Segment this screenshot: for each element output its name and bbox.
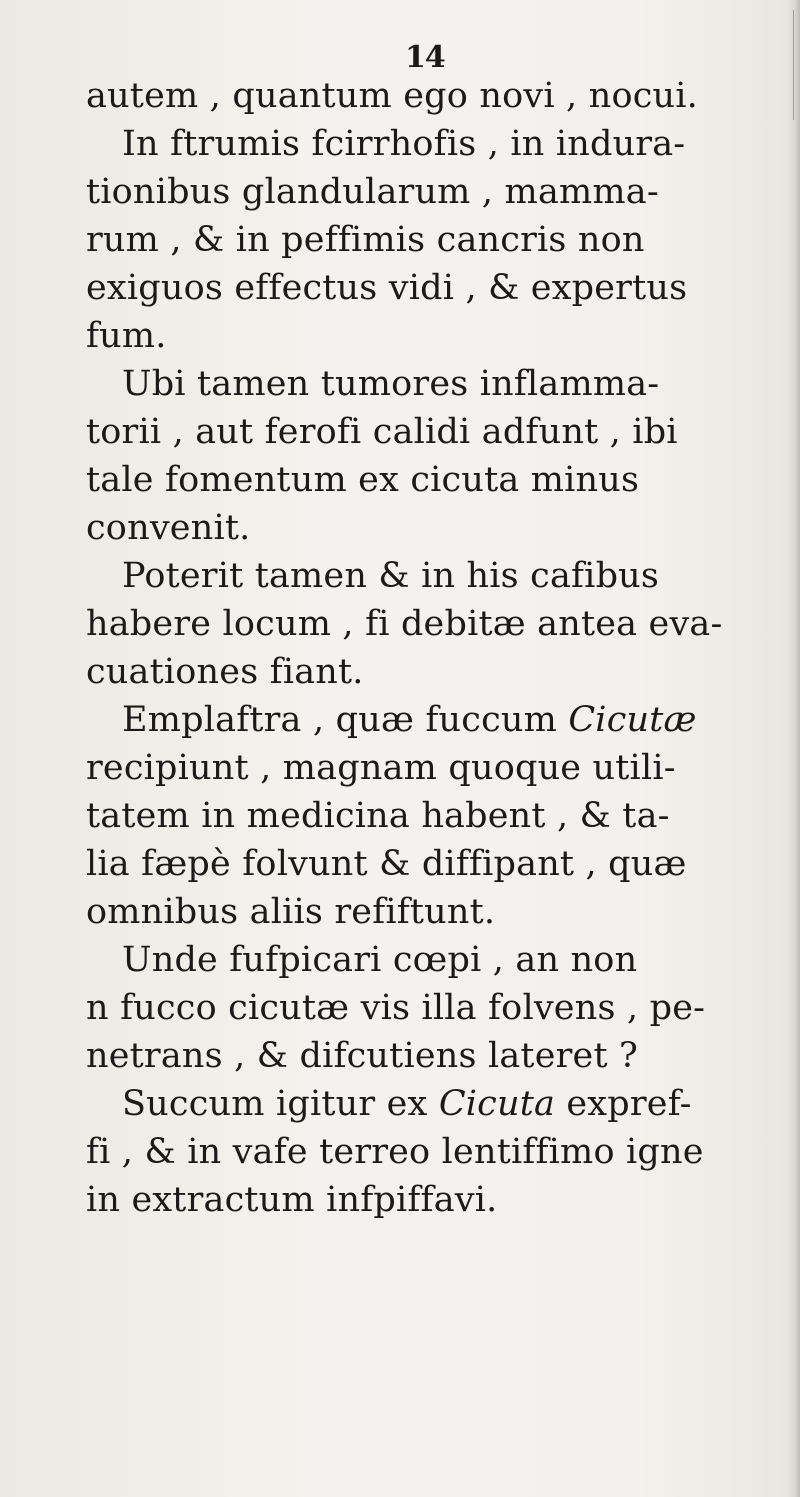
text-line (86, 696, 746, 744)
text-line: lia fæpè folvunt & diffipant , quæ (86, 844, 687, 884)
italic-word: Cicuta (438, 1084, 556, 1124)
text-line: exiguos effectus vidi , & expertus (86, 268, 688, 308)
text-line: fi , & in vafe terreo lentiffimo igne (86, 1132, 704, 1172)
text-run: Emplaftra , quæ fuccum (122, 700, 569, 740)
page-number: 14 (405, 40, 445, 75)
text-line: convenit. (86, 508, 251, 548)
text-line: Unde fufpicari cœpi , an non (122, 940, 638, 980)
text-line: tale fomentum ex cicuta minus (86, 460, 640, 500)
text-line: autem , quantum ego novi , nocui. (86, 76, 698, 116)
text-line: Ubi tamen tumores inflamma- (122, 364, 660, 404)
text-line: omnibus aliis refiftunt. (86, 892, 496, 932)
italic-word: Cicutæ (568, 700, 697, 740)
text-line: recipiunt , magnam quoque utili- (86, 748, 676, 788)
page-edge-line (793, 10, 794, 120)
text-line: tatem in medicina habent , & ta- (86, 796, 670, 836)
text-line: In ftrumis fcirrhofis , in indura- (122, 124, 686, 164)
text-line: netrans , & difcutiens lateret ? (86, 1036, 639, 1076)
text-line: torii , aut ferofi calidi adfunt , ibi (86, 412, 678, 452)
text-run: expref- (555, 1084, 692, 1124)
text-line: tionibus glandularum , mamma- (86, 172, 659, 212)
text-line: fum. (86, 316, 167, 356)
page-edge-shadow (786, 0, 800, 1497)
text-line: rum , & in peffimis cancris non (86, 220, 645, 260)
text-line: in extractum infpiffavi. (86, 1180, 498, 1220)
text-line: n fucco cicutæ vis illa folvens , pe- (86, 988, 706, 1028)
text-line: Poterit tamen & in his cafibus (122, 556, 660, 596)
text-line: habere locum , fi debitæ antea eva- (86, 604, 723, 644)
text-line: cuationes fiant. (86, 652, 364, 692)
body-text (86, 72, 746, 1224)
text-line (86, 1080, 746, 1128)
text-run: Succum igitur ex (122, 1084, 439, 1124)
